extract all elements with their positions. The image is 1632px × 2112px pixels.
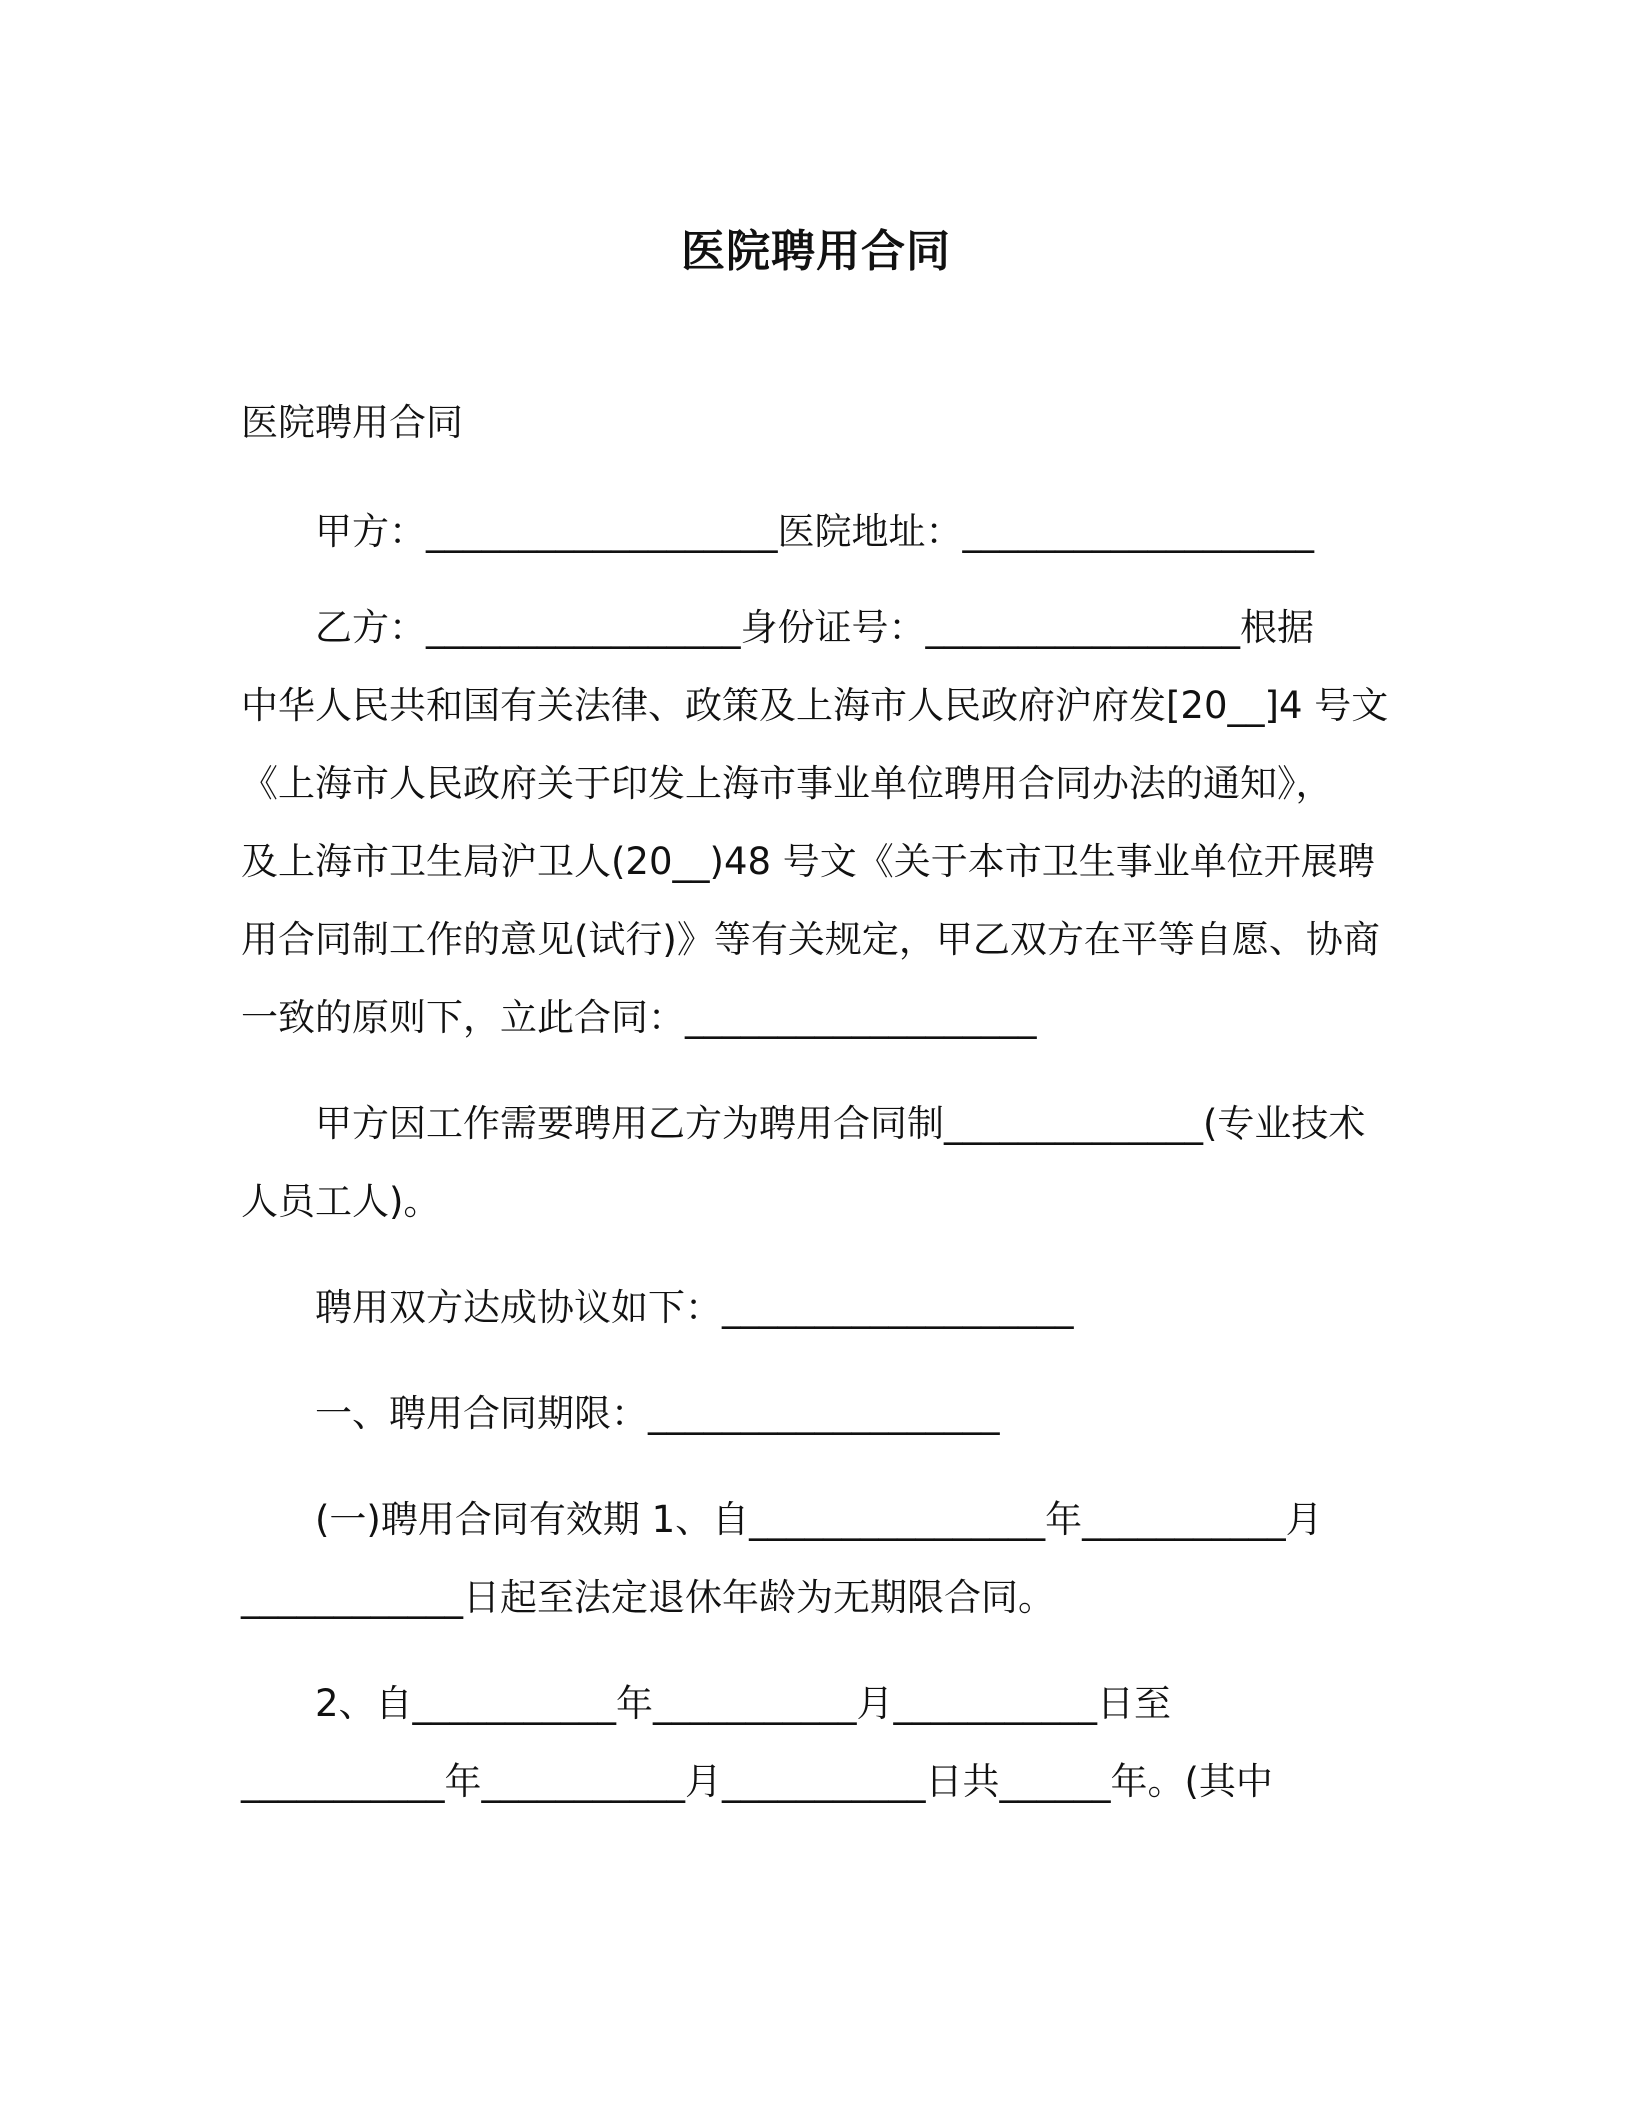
agreement-line: 聘用双方达成协议如下：___________________ bbox=[315, 1286, 1074, 1329]
party-b-line: 乙方：_________________身份证号：_________________根据 bbox=[315, 606, 1314, 649]
term-line: (一)聘用合同有效期 1、自________________年___________月 bbox=[315, 1498, 1323, 1541]
term-line: 2、自___________年___________月___________日至 bbox=[315, 1682, 1172, 1725]
party-a-line: 甲方：___________________医院地址：___________________ bbox=[315, 510, 1314, 553]
employment-line: 甲方因工作需要聘用乙方为聘用合同制______________(专业技术 bbox=[315, 1102, 1366, 1145]
body-line: 《上海市人民政府关于印发上海市事业单位聘用合同办法的通知》， bbox=[241, 762, 1333, 805]
term-line: ___________年___________月___________日共______年。(其中 bbox=[241, 1760, 1273, 1803]
term-line: ____________日起至法定退休年龄为无期限合同。 bbox=[241, 1576, 1055, 1619]
body-line: 用合同制工作的意见(试行)》等有关规定，甲乙双方在平等自愿、协商 bbox=[241, 918, 1380, 961]
employment-line: 人员工人)。 bbox=[241, 1180, 441, 1223]
body-line: 中华人民共和国有关法律、政策及上海市人民政府沪府发[20__]4 号文 bbox=[241, 684, 1389, 727]
section-heading: 一、聘用合同期限：___________________ bbox=[315, 1392, 1000, 1435]
document-title: 医院聘用合同 bbox=[681, 226, 951, 277]
body-line: 及上海市卫生局沪卫人(20__)48 号文《关于本市卫生事业单位开展聘 bbox=[241, 840, 1375, 883]
body-line: 一致的原则下，立此合同：___________________ bbox=[241, 996, 1037, 1039]
document-subtitle: 医院聘用合同 bbox=[241, 401, 463, 444]
